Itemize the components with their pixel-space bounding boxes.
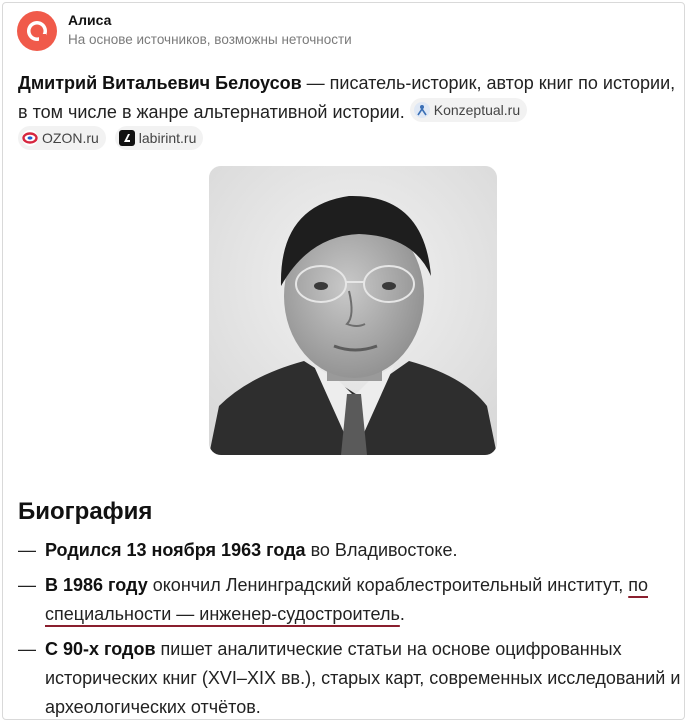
- answer-text: [18, 69, 678, 127]
- konzeptual-icon: [414, 102, 430, 118]
- source-label: OZON.ru: [42, 130, 99, 146]
- bio-tail: .: [399, 604, 405, 624]
- section-title-biography: Биография: [18, 498, 153, 525]
- bio-text: пишет аналитические статьи на основе оцифрованных исторических книг (XVI–XIX вв.), старых карт, современных исследований и археологических отчётов.: [45, 639, 681, 717]
- source-chip-konzeptual[interactable]: [410, 98, 527, 122]
- bio-text: во Владивостоке.: [305, 540, 458, 560]
- source-chip-ozon[interactable]: [18, 126, 106, 150]
- source-chip-labirint[interactable]: [115, 126, 204, 150]
- answer-card: [2, 2, 685, 720]
- list-item: — В 1986 году окончил Ленинградский кораблестроительный институт, по специальности — инженер-судостроитель.: [18, 575, 648, 624]
- subject-description: — писатель-историк, автор книг по истории, в том числе в жанре альтернативной истории.: [18, 73, 676, 122]
- bio-text: окончил Ленинградский кораблестроительный институт,: [147, 575, 629, 595]
- source-label: labirint.ru: [138, 130, 197, 146]
- highlighted-text: по специальности — инженер-судостроитель: [45, 575, 648, 624]
- subject-name: Дмитрий Витальевич Белоусов: [18, 73, 302, 93]
- disclaimer-text: На основе источников, возможны неточности: [68, 32, 352, 47]
- assistant-name: Алиса: [68, 12, 112, 28]
- ozon-icon: [22, 130, 38, 146]
- list-item: — Родился 13 ноября 1963 года во Владивостоке.: [18, 540, 458, 560]
- list-item: — С 90-х годов пишет аналитические статьи на основе оцифрованных исторических книг (XVI–XIX вв.), старых карт, современных исследований и археологических отчётов.: [18, 639, 681, 717]
- biography-list: [18, 536, 683, 720]
- source-label: Konzeptual.ru: [433, 102, 521, 118]
- assistant-header: [17, 11, 352, 51]
- bio-bold: В 1986 году: [45, 575, 148, 595]
- source-chips: [18, 126, 203, 150]
- portrait-photo: [209, 166, 497, 455]
- bio-bold: Родился 13 ноября 1963 года: [45, 540, 306, 560]
- labirint-icon: [119, 130, 135, 146]
- bio-bold: С 90-х годов: [45, 639, 156, 659]
- alice-logo-icon: [17, 11, 57, 51]
